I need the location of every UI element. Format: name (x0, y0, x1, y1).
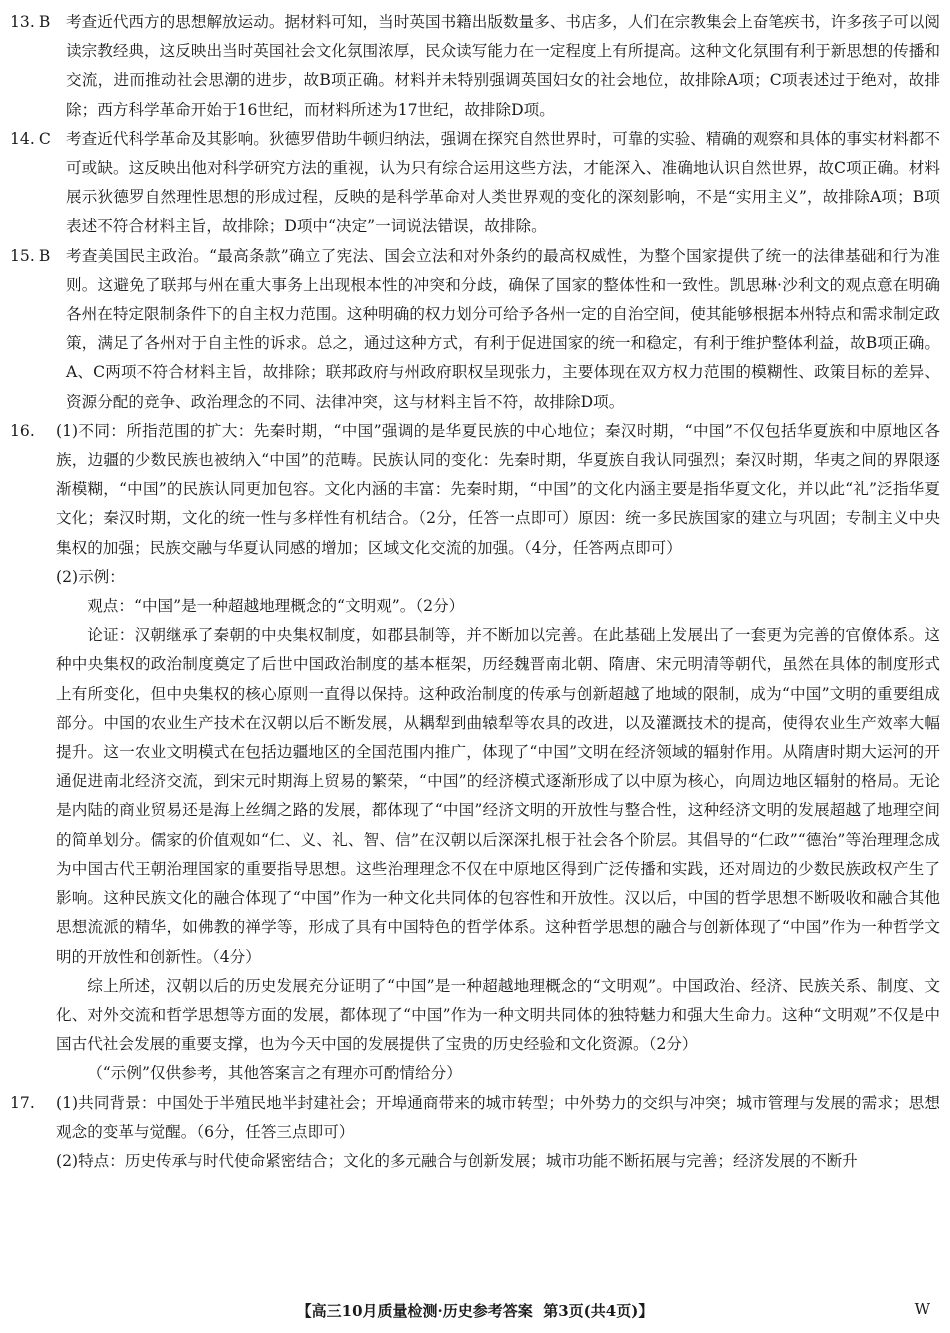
answer-option: B (38, 13, 51, 31)
q16-argument: 论证：汉朝继承了秦朝的中央集权制度，如郡县制等，并不断加以完善。在此基础上发展出了一套更为完善的官僚体系。这种中央集权的政治制度奠定了后世中国政治制度的基本框架，历经魏晋南北朝、隋唐、宋元明清等朝代，虽然在具体的制度形式上有所变化，但中央集权的核心原则一直得以保持。这种政治制度的传承与创新超越了地域的限制，成为“中国”文明的重要组成部分。中国的农业生产技术在汉朝以后不断发展，从耦犁到曲辕犁等农具的改进，以及灌溉技术的提高，使得农业生产效率大幅提升。这一农业文明模式在包括边疆地区的全国范围内推广，体现了“中国”文明在经济领域的辐射作用。从隋唐时期大运河的开通促进南北经济交流，到宋元时期海上贸易的繁荣，“中国”的经济模式逐渐形成了以中原为核心，向周边地区辐射的格局。无论是内陆的商业贸易还是海上丝绸之路的发展，都体现了“中国”经济文明的开放性与整合性，这种经济文明的发展超越了地理空间的简单划分。儒家的价值观如“仁、义、礼、智、信”在汉朝以后深深扎根于社会各个阶层。其倡导的“仁政”“德治”等治理理念成为中国古代王朝治理国家的重要指导思想。这些治理理念不仅在中原地区得到广泛传播和实践，还对周边的少数民族政权产生了影响。这种民族文化的融合体现了“中国”作为一种文化共同体的包容性和开放性。汉以后，中国的哲学思想不断吸收和融合其他思想流派的精华，如佛教的禅学等，形成了具有中国特色的哲学体系。这种哲学思想的融合与创新体现了“中国”作为一种哲学文明的开放性和创新性。（4分） (56, 626, 940, 966)
answer-item-15 (10, 242, 940, 417)
q16-note: （“示例”仅供参考，其他答案言之有理亦可酌情给分） (87, 1064, 462, 1083)
answer-content (10, 8, 940, 1176)
answer-item-13 (10, 8, 940, 125)
question-number: 14. (10, 129, 35, 148)
q16-part2-label: (2)示例： (56, 567, 125, 586)
q17-part1: (1)共同背景：中国处于半殖民地半封建社会；开埠通商带来的城市转型；中外势力的交织与冲突；城市管理与发展的需求；思想观念的变革与觉醒。（6分，任答三点即可） (56, 1093, 940, 1141)
answer-explanation: 考查近代西方的思想解放运动。据材料可知，当时英国书籍出版数量多、书店多，人们在宗教集会上奋笔疾书，许多孩子可以阅读宗教经典，这反映出当时英国社会文化氛围浓厚，民众读写能力在一定程度上有所提高。这种文化氛围有利于新思想的传播和交流，进而推动社会思潮的进步，故B项正确。材料并未特别强调英国妇女的社会地位，故排除A项；C项表述过于绝对，故排除；西方科学革命开始于16世纪，而材料所述为17世纪，故排除D项。 (66, 13, 940, 119)
question-number: 15. (10, 246, 35, 265)
subject-name: 历史参考答案 (442, 1302, 533, 1320)
q17-part2-block (10, 1147, 940, 1176)
q17-part2: (2)特点：历史传承与时代使命紧密结合；文化的多元融合与创新发展；城市功能不断拓展与完善；经济发展的不断升 (56, 1151, 858, 1170)
question-number: 16. (10, 421, 35, 440)
footer-mark: W (914, 1300, 930, 1318)
answer-explanation: 考查美国民主政治。“最高条款”确立了宪法、国会立法和对外条约的最高权威性，为整个国家提供了统一的法律基础和行为准则。这避免了联邦与州在重大事务上出现根本性的冲突和分歧，确保了国家的整体性和一致性。凯思琳·沙利文的观点意在明确各州在特定限制条件下的自主权力范围。这种明确的权力划分可给予各州一定的自治空间，使其能够根据本州特点和需求制定政策，满足了各州对于自主性的诉求。总之，通过这种方式，有利于促进国家的统一和稳定，有利于维护整体利益，故B项正确。A、C两项不符合材料主旨，故排除；联邦政府与州政府职权呈现张力，主要体现在双方权力范围的模糊性、政策目标的差异、资源分配的竞争、政治理念的不同、法律冲突，这与材料主旨不符，故排除D项。 (66, 246, 940, 411)
q16-viewpoint: 观点：“中国”是一种超越地理概念的“文明观”。（2分） (87, 597, 465, 616)
q16-part2 (10, 563, 940, 1089)
q16-part1: (1)不同：所指范围的扩大：先秦时期，“中国”强调的是华夏民族的中心地位；秦汉时期，“中国”不仅包括华夏族和中原地区各族，边疆的少数民族也被纳入“中国”的范畴。民族认同的变化：先秦时期，华夏族自我认同强烈；秦汉时期，华夷之间的界限逐渐模糊，“中国”的民族认同更加包容。文化内涵的丰富：先秦时期，“中国”的文化内涵主要是指华夏文化，并以此“礼”泛指华夏文化；秦汉时期，文化的统一性与多样性有机结合。（2分，任答一点即可）原因：统一多民族国家的建立与巩固；专制主义中央集权的加强；民族交融与华夏认同感的增加；区域文化交流的加强。（4分，任答两点即可） (56, 421, 940, 557)
answer-explanation: 考查近代科学革命及其影响。狄德罗借助牛顿归纳法，强调在探究自然世界时，可靠的实验、精确的观察和具体的事实材料都不可或缺。这反映出他对科学研究方法的重视，认为只有综合运用这些方法，才能深入、准确地认识自然世界，故C项正确。材料展示狄德罗自然理性思想的形成过程，反映的是科学革命对人类世界观的变化的深刻影响，不是“实用主义”，故排除A项；B项表述不符合材料主旨，故排除；D项中“决定”一词说法错误，故排除。 (66, 129, 940, 236)
exam-name: 高三10月质量检测 (311, 1302, 438, 1320)
answer-item-16 (10, 417, 940, 563)
page-footer (0, 1300, 950, 1324)
page-indicator: 第3页(共4页) (543, 1302, 639, 1320)
answer-item-17 (10, 1089, 940, 1147)
question-number: 13. (10, 13, 35, 31)
q16-summary: 综上所述，汉朝以后的历史发展充分证明了“中国”是一种超越地理概念的“文明观”。中国政治、经济、民族关系、制度、文化、对外交流和哲学思想等方面的发展，都体现了“中国”作为一种文明共同体的独特魅力和强大生命力。这种“文明观”不仅是中国古代社会发展的重要支撑，也为今天中国的发展提供了宝贵的历史经验和文化资源。（2分） (56, 976, 940, 1054)
footer-title: 【高三10月质量检测·历史参考答案 第3页(共4页)】 (296, 1302, 654, 1320)
answer-option: B (38, 246, 51, 265)
question-number: 17. (10, 1093, 35, 1112)
answer-option: C (38, 129, 51, 148)
answer-item-14 (10, 125, 940, 242)
